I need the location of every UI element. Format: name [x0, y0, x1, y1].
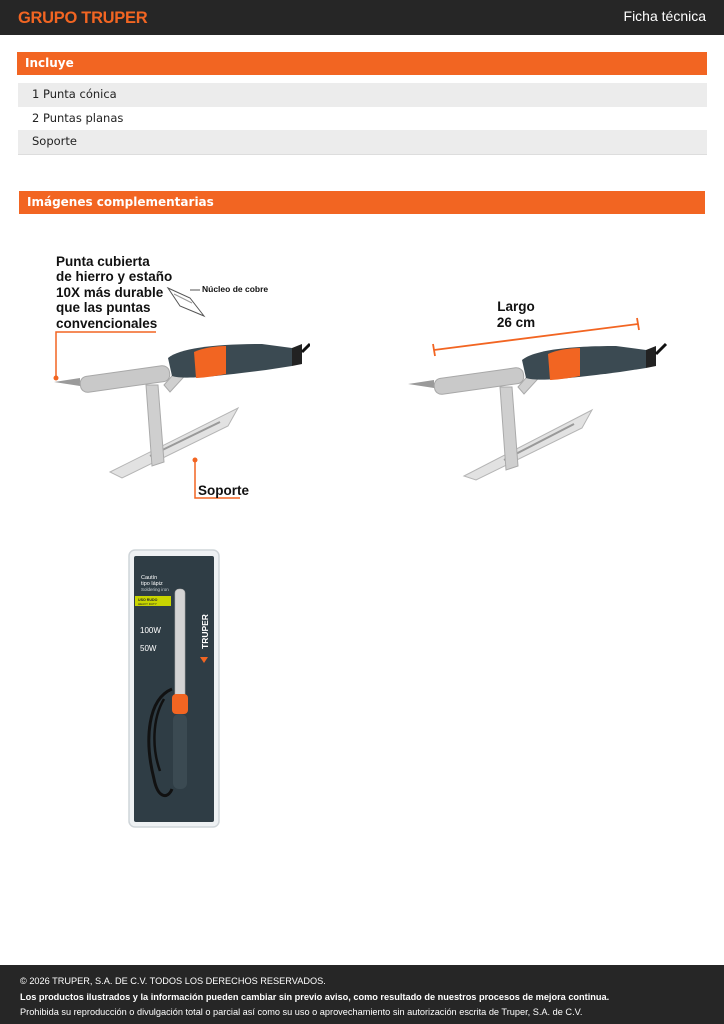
- product-package-image: [128, 549, 220, 828]
- tip-label-line4: que las puntas: [56, 300, 151, 315]
- footer: [0, 965, 724, 1024]
- package-iron-handle: [173, 714, 187, 789]
- reproduction-notice: Prohibida su reproducción o divulgación total o parcial así como su uso o aprovechamiento sin autorización escrita de Truper, S.A. de C.V.: [20, 1007, 583, 1017]
- badge-label: USO RUDO: [138, 598, 158, 602]
- length-label-line1: Largo: [497, 299, 535, 314]
- soldering-iron-length-figure: [400, 290, 670, 490]
- core-label: Núcleo de cobre: [202, 284, 269, 294]
- list-item: 1 Punta cónica: [18, 83, 707, 107]
- header-bar: [0, 0, 724, 35]
- power-low: 50W: [140, 644, 157, 653]
- tip-label-line2: de hierro y estaño: [56, 269, 173, 284]
- stand-base: [110, 408, 238, 478]
- section-header-images: Imágenes complementarias: [19, 191, 705, 214]
- brand-logo: GRUPO TRUPER: [18, 9, 148, 27]
- tip-label-line5: convencionales: [56, 316, 158, 331]
- iron-grip: [194, 346, 226, 378]
- includes-list: [18, 83, 707, 155]
- list-divider: [18, 154, 707, 155]
- stand-label: Soporte: [198, 483, 250, 498]
- badge-label-en: HEAVY DUTY: [138, 602, 157, 606]
- package-name-line2: tipo lápiz: [141, 581, 163, 587]
- copyright-text: © 2026 TRUPER, S.A. DE C.V. TODOS LOS DERECHOS RESERVADOS.: [20, 976, 326, 986]
- document-title: Ficha técnica: [623, 8, 706, 24]
- list-item: 2 Puntas planas: [32, 110, 124, 125]
- power-high: 100W: [140, 626, 161, 635]
- tip-label-line1: Punta cubierta: [56, 254, 150, 269]
- list-item: Soporte: [18, 130, 707, 154]
- core-detail-drawing: [168, 288, 204, 316]
- iron-handle: [168, 344, 292, 378]
- tip-callout-dot: [54, 376, 59, 381]
- tip-label-line3: 10X más durable: [56, 285, 164, 300]
- package-iron-barrel: [175, 589, 185, 699]
- soldering-iron-features-figure: [40, 240, 310, 510]
- package-name-line1: Cautín: [141, 575, 158, 581]
- package-brand: TRUPER: [200, 614, 210, 649]
- package-iron-grip: [172, 694, 188, 714]
- package-name-en: Soldering iron: [141, 587, 169, 592]
- section-header-includes: Incluye: [17, 52, 707, 75]
- disclaimer-text: Los productos ilustrados y la información pueden cambiar sin previo aviso, como resultado de nuestros procesos de mejora continua.: [20, 991, 610, 1002]
- length-label-line2: 26 cm: [496, 315, 536, 330]
